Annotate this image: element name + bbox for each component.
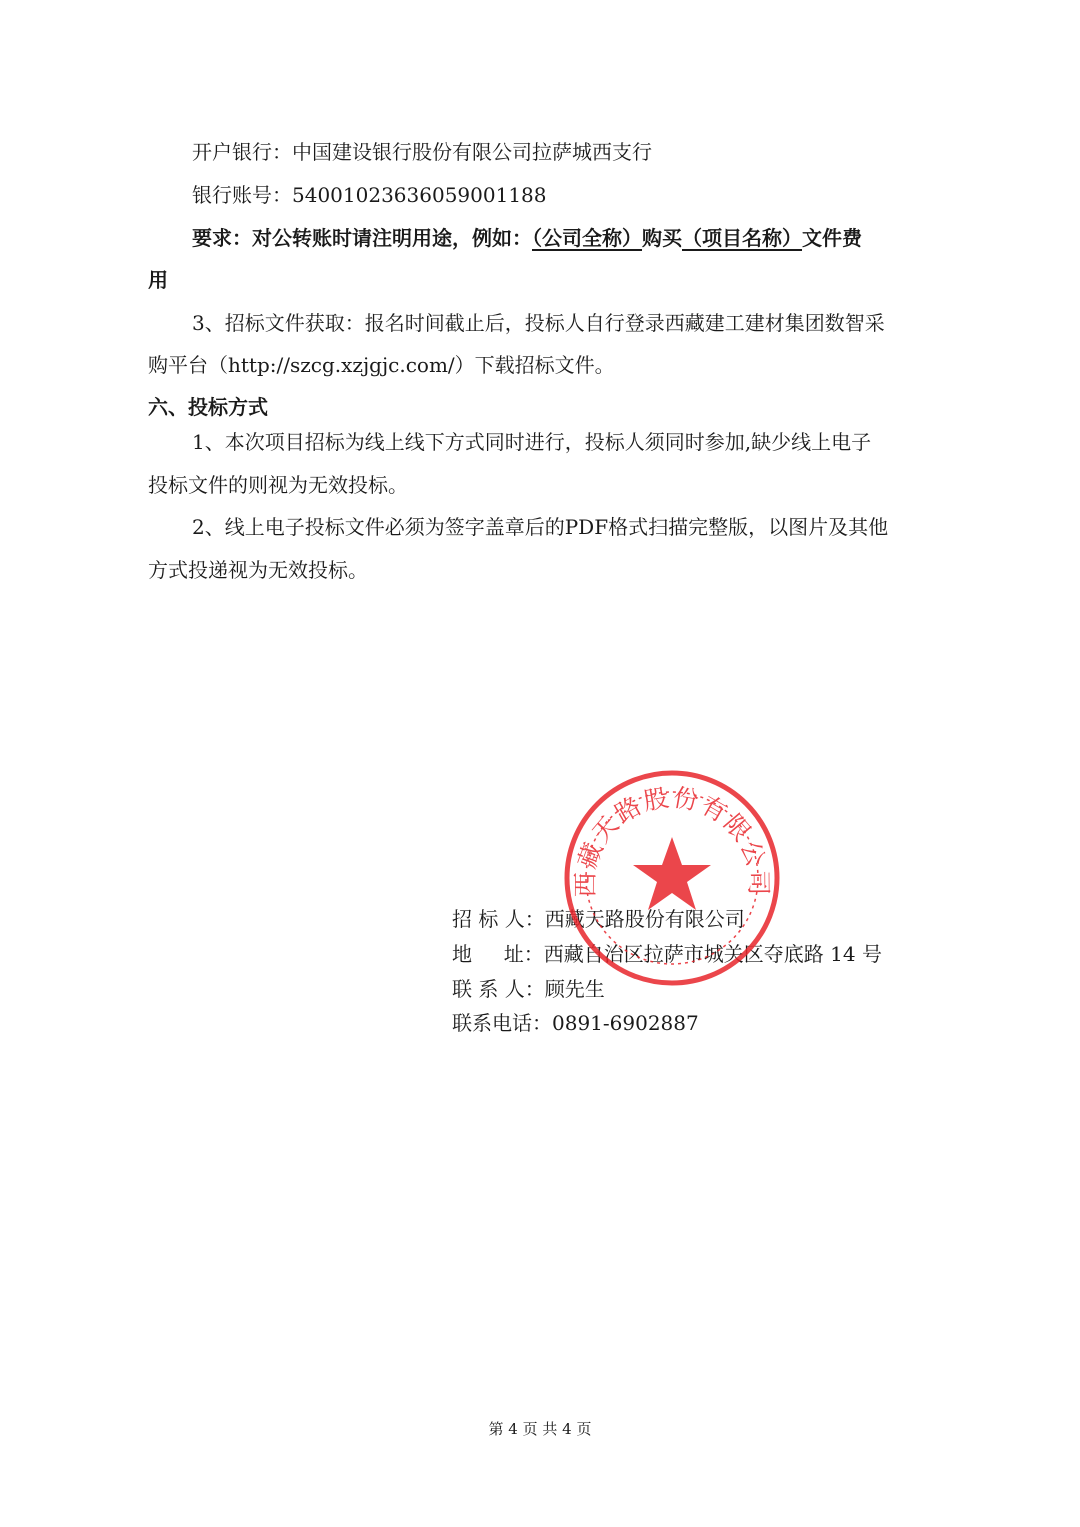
requirement-buy: 购买 [642,226,682,250]
bank-account-value: 54001023636059001188 [292,183,547,207]
phone-label: 联系电话： [452,1011,552,1035]
address-label: 地 址： [452,942,544,966]
section6-p2-line2: 方式投递视为无效投标。 [148,558,368,582]
tenderer-label: 招 标 人： [452,907,545,931]
bank-name-label: 开户银行： [192,140,292,164]
section6-heading: 六、投标方式 [148,395,268,419]
item3-line2: 购平台（http://szcg.xzjgjc.com/）下载招标文件。 [148,353,615,377]
tenderer-value: 西藏天路股份有限公司 [544,907,745,931]
requirement-wrap: 用 [148,268,168,292]
bank-name-line [192,137,652,167]
requirement-suffix: 文件费 [802,226,862,250]
star-icon [633,837,711,910]
contact-value: 顾先生 [544,977,605,1001]
page-footer: 第 4 页 共 4 页 [488,1420,592,1438]
section6-p1-line1: 1、本次项目招标为线上线下方式同时进行，投标人须同时参加,缺少线上电子 [192,430,872,454]
phone-line [452,1008,699,1038]
contact-label: 联 系 人： [452,977,545,1001]
bank-name-value: 中国建设银行股份有限公司拉萨城西支行 [292,140,652,164]
section6-p2-line1: 2、线上电子投标文件必须为签字盖章后的PDF格式扫描完整版，以图片及其他 [192,515,889,539]
phone-value: 0891-6902887 [552,1011,699,1035]
requirement-line [192,223,862,253]
company-placeholder: （公司全称） [532,226,642,250]
seal-text: 西藏天路股份有限公司 [572,784,772,898]
section6-p1-line2: 投标文件的则视为无效投标。 [148,473,408,497]
bank-account-label: 银行账号： [192,183,292,207]
company-seal [561,767,783,989]
requirement-prefix: 要求：对公转账时请注明用途，例如： [192,226,532,250]
project-placeholder: （项目名称） [682,226,802,250]
address-value: 西藏自治区拉萨市城关区夺底路 14 号 [543,942,882,966]
bank-account-line [192,180,547,210]
item3-line1: 3、招标文件获取：报名时间截止后，投标人自行登录西藏建工建材集团数智采 [192,311,885,335]
